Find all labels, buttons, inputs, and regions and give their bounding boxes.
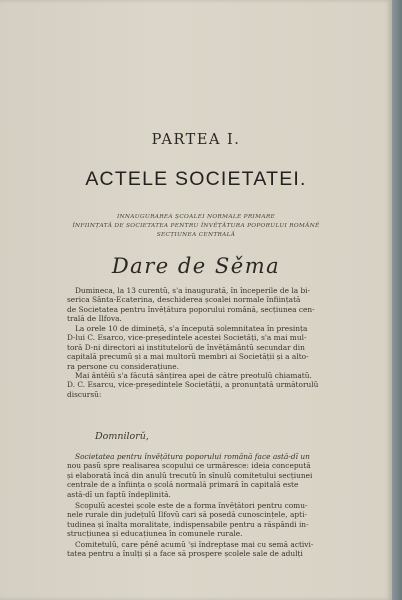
text-line: D. C. Esarcu, vice-președintele Societății, a pronunțată următorulŭ bbox=[67, 380, 319, 390]
text-line: astă-dĭ un faptŭ îndeplinită. bbox=[67, 489, 171, 499]
text-line: Dumineca, la 13 curentŭ, s'a inaugurată, în începerile de la bi- bbox=[75, 286, 311, 295]
report-title: Dare de Sěma bbox=[111, 254, 281, 278]
text-line: nou pasŭ spre realisarea scopului ce urmăresce: ideia concepută bbox=[67, 461, 311, 471]
text-line: nele rurale din județulŭ Ilfovŭ cari să posedă cunoscințele, apti- bbox=[67, 510, 307, 520]
text-line: capitală precumŭ și a mai multorŭ membri ai Societății și a alto- bbox=[67, 352, 309, 362]
paragraph-2 bbox=[67, 324, 329, 371]
heading-line: INNAUGURAREA ȘCOALEI NORMALE PRIMARE bbox=[116, 214, 276, 220]
text-line: D-lui C. Esarco, vice-președintele acestei Societăți, s'a mai mul- bbox=[67, 333, 307, 343]
text-line: tatea pentru a înulți și a face să prospere școlele sale de adulți bbox=[67, 549, 303, 559]
heading-line: ÎNFIINȚATĂ DE SOCIETATEA PENTRU ÎNVĚȚĂTURA POPORULUI ROMÂNĚ bbox=[72, 223, 320, 229]
address-salutation: Domnilorŭ, bbox=[95, 431, 149, 442]
paragraph-3 bbox=[67, 371, 329, 399]
text-line: Mai ântêiŭ s'a făcută sânțirea apei de către preotulŭ chiamatŭ. bbox=[75, 371, 312, 380]
paragraph-4 bbox=[67, 452, 329, 499]
page-edge-background bbox=[392, 0, 402, 600]
section-title: ACTELE SOCIETATEI. bbox=[85, 168, 307, 190]
text-line: de Societatea pentru învěțătura poporului română, secțiunea cen- bbox=[67, 304, 315, 314]
part-label: PARTEA I. bbox=[151, 132, 241, 148]
paragraph-5 bbox=[67, 501, 329, 539]
text-line: Scopulŭ acestei școle este de a forma învěțători pentru comu- bbox=[75, 501, 308, 510]
paragraph-1 bbox=[67, 286, 329, 324]
text-line: trală de Ilfova. bbox=[67, 314, 122, 324]
text-line: ra persone cu considerațiune. bbox=[67, 361, 180, 371]
text-line: centrale de a înființa o școlă normală primară în capitală este bbox=[67, 480, 299, 490]
text-line: tudinea și înalta moralitate, indispensabile pentru a răspândi in- bbox=[67, 519, 309, 529]
text-line: strucțiunea și educațiunea în comunele rurale. bbox=[67, 529, 243, 539]
text-line: Comitetulŭ, care pênĕ acumŭ 'și îndreptase mai cu semă activi- bbox=[75, 540, 314, 549]
text-line: discursŭ: bbox=[67, 389, 102, 399]
text-line: Societatea pentru învěțătura poporului română face astă-dĭ un bbox=[75, 452, 310, 461]
text-line: serica Sânta-Ecaterina, deschiderea școalei normale înființată bbox=[67, 295, 301, 305]
text-line: și elaborată încă din anulŭ trecutŭ în sînulŭ comitetului secțiunei bbox=[67, 470, 313, 480]
text-line: La orele 10 de dimineță, s'a începută solemnitatea în presința bbox=[75, 324, 308, 333]
paragraph-6 bbox=[67, 540, 329, 559]
heading-line: SECȚIUNEA CENTRALĂ bbox=[156, 232, 236, 238]
text-line: toră D-ni directori ai institutelorŭ de învěțământŭ secundar din bbox=[67, 342, 305, 352]
